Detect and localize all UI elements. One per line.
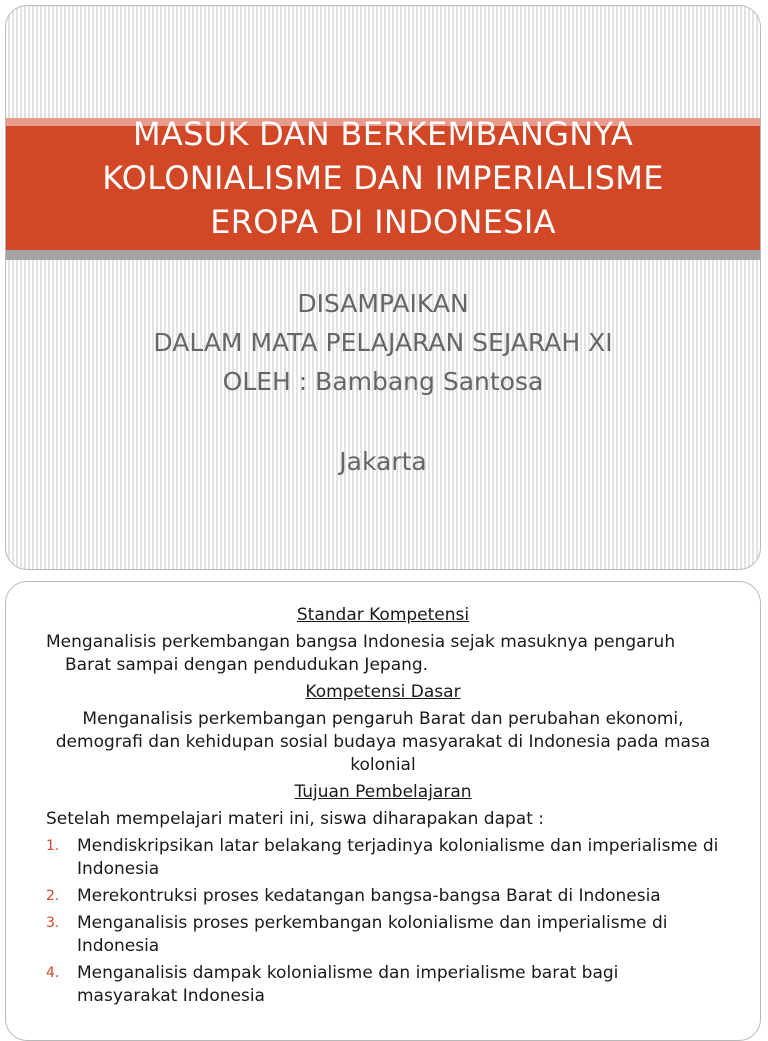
kompetensi-dasar-text: Menganalisis perkembangan pengaruh Barat dan perubahan ekonomi, demografi dan kehidupan sosial budaya masyarakat di Indonesia pada masa kolonial [55, 709, 711, 775]
competency-slide[interactable] [5, 581, 761, 1041]
list-number: 4. [46, 965, 60, 981]
list-number: 3. [46, 915, 60, 931]
standar-kompetensi-heading: Standar Kompetensi [296, 605, 470, 625]
kompetensi-dasar-heading: Kompetensi Dasar [305, 682, 461, 702]
list-item [46, 835, 720, 881]
list-item-text: Menganalisis proses perkembangan kolonialisme dan imperialisme di Indonesia [77, 913, 668, 956]
list-item [46, 962, 720, 1008]
slide-subtitle [6, 284, 760, 481]
list-number: 2. [46, 888, 60, 904]
location-text: Jakarta [339, 447, 427, 476]
standar-kompetensi-text: Menganalisis perkembangan bangsa Indonesia sejak masuknya pengaruh Barat sampai dengan pendudukan Jepang. [46, 632, 676, 675]
list-item [46, 885, 720, 908]
slide-title [6, 112, 760, 244]
subtitle-line: DISAMPAIKAN [297, 289, 469, 318]
list-item-text: Mendiskripsikan latar belakang terjadinya kolonialisme dan imperialisme di Indonesia [77, 836, 719, 879]
title-line: EROPA DI INDONESIA [210, 203, 556, 241]
objectives-list [46, 835, 720, 1008]
title-line: KOLONIALISME DAN IMPERIALISME [102, 159, 664, 197]
subtitle-line: DALAM MATA PELAJARAN SEJARAH XI [153, 328, 613, 357]
list-item [46, 912, 720, 958]
tujuan-pembelajaran-heading: Tujuan Pembelajaran [294, 782, 472, 802]
list-item-text: Merekontruksi proses kedatangan bangsa-bangsa Barat di Indonesia [77, 886, 661, 906]
subtitle-line: OLEH : Bambang Santosa [222, 367, 544, 396]
title-line: MASUK DAN BERKEMBANGNYA [132, 115, 634, 153]
list-item-text: Menganalisis dampak kolonialisme dan imperialisme barat bagi masyarakat Indonesia [77, 963, 619, 1006]
slide-content [46, 604, 720, 1012]
list-number: 1. [46, 838, 60, 854]
tujuan-intro-text: Setelah mempelajari materi ini, siswa diharapakan dapat : [46, 809, 545, 829]
title-slide[interactable] [5, 5, 761, 570]
spacer [6, 401, 760, 442]
